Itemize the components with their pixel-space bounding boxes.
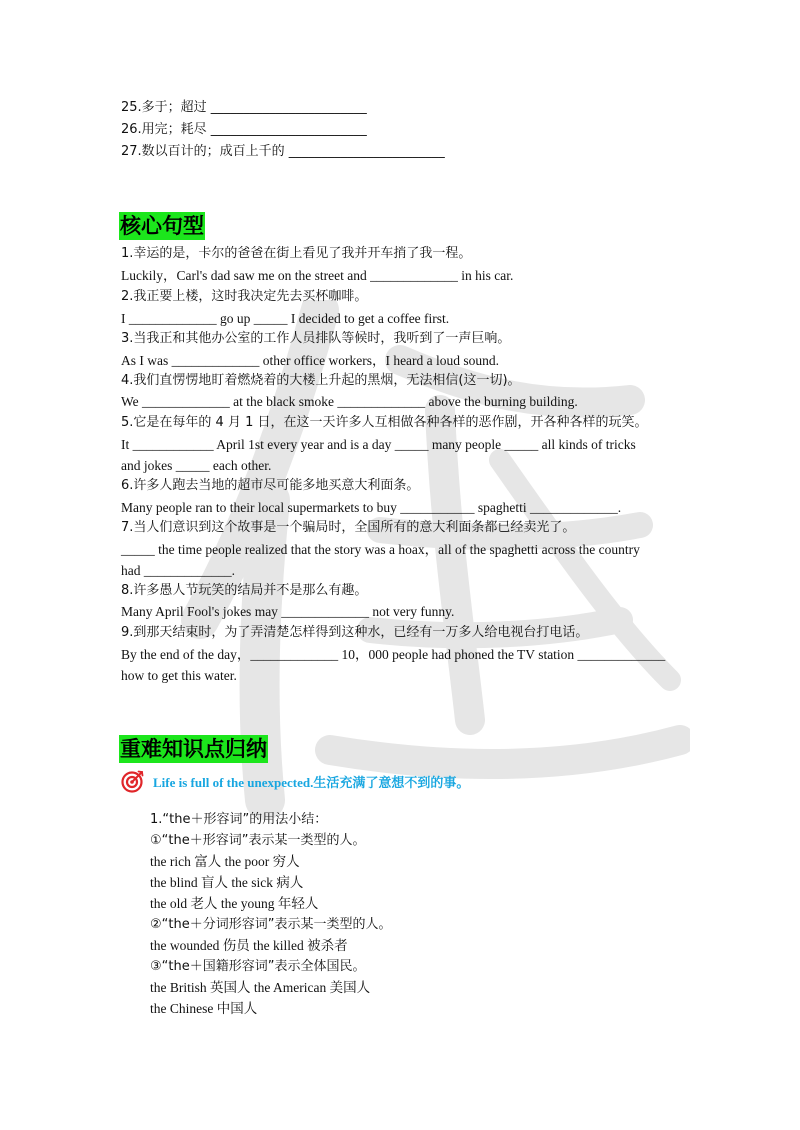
key-point-heading (153, 772, 469, 791)
example-pair: the blind 盲人 the sick 病人 (150, 875, 304, 890)
sentence-prompt: 8.许多愚人节玩笑的结局并不是那么有趣。 (121, 583, 368, 598)
sentence-blank: As I was _____________ other office workers，I heard a loud sound. (121, 353, 500, 368)
example-pair: the British 英国人 the American 美国人 (150, 980, 371, 995)
sentence-prompt: 9.到那天结束时，为了弄清楚怎样得到这种水，已经有一万多人给电视台打电话。 (121, 625, 589, 640)
example-pair: the Chinese 中国人 (150, 1001, 258, 1016)
sentence-blank: It ____________ April 1st every year and is a day _____ many people _____ all kinds of tricks (121, 437, 636, 452)
sentence-blank: Many April Fool's jokes may _____________ not very funny. (121, 604, 455, 619)
sentence-prompt: 7.当人们意识到这个故事是一个骗局时，全国所有的意大利面条都已经卖光了。 (121, 520, 576, 535)
example-pair: the old 老人 the young 年轻人 (150, 896, 319, 911)
sentence-blank: By the end of the day，_____________ 10，000 people had phoned the TV station _____________ (121, 647, 666, 662)
section-heading-key-points: 重难知识点归纳 (120, 737, 267, 761)
sentence-blank: Many people ran to their local supermarkets to buy ___________ spaghetti _____________. (121, 500, 622, 515)
usage-note: ③“the＋国籍形容词”表示全体国民。 (150, 959, 366, 974)
sentence-prompt: 5.它是在每年的 4 月 1 日，在这一天许多人互相做各种各样的恶作剧，开各种各样的玩笑。 (121, 415, 648, 430)
sentence-prompt: 4.我们直愣愣地盯着燃烧着的大楼上升起的黑烟，无法相信(这一切)。 (121, 373, 521, 388)
example-pair: the rich 富人 the poor 穷人 (150, 854, 300, 869)
sentence-blank: Luckily，Carl's dad saw me on the street and _____________ in his car. (121, 268, 514, 283)
sentence-blank: had _____________. (121, 563, 235, 578)
sentence-prompt: 2.我正要上楼，这时我决定先去买杯咖啡。 (121, 289, 368, 304)
sentence-blank: and jokes _____ each other. (121, 458, 272, 473)
sentence-prompt: 3.当我正和其他办公室的工作人员排队等候时，我听到了一声巨响。 (121, 331, 511, 346)
vocab-item: 26.用完；耗尽 ________________________ (121, 122, 367, 137)
section-heading-core-sentences: 核心句型 (120, 214, 204, 238)
key-point-title (121, 766, 469, 796)
sentence-prompt: 6.许多人跑去当地的超市尽可能多地买意大利面条。 (121, 478, 420, 493)
example-pair: the wounded 伤员 the killed 被杀者 (150, 938, 348, 953)
usage-note: ②“the＋分词形容词”表示某一类型的人。 (150, 917, 392, 932)
key-point-heading-zh: 生活充满了意想不到的事。 (313, 775, 470, 791)
sentence-blank: how to get this water. (121, 668, 237, 683)
vocab-item: 25.多于；超过 ________________________ (121, 100, 367, 115)
sentence-blank: We _____________ at the black smoke _____________ above the burning building. (121, 394, 578, 409)
key-point-heading-en: Life is full of the unexpected. (153, 774, 314, 790)
sentence-prompt: 1.幸运的是，卡尔的爸爸在街上看见了我并开车捎了我一程。 (121, 246, 472, 261)
sentence-blank: I _____________ go up _____ I decided to get a coffee first. (121, 311, 450, 326)
vocab-item: 27.数以百计的；成百上千的 ________________________ (121, 144, 445, 159)
usage-note: 1.“the＋形容词”的用法小结： (150, 812, 328, 827)
usage-note: ①“the＋形容词”表示某一类型的人。 (150, 833, 366, 848)
target-icon (121, 769, 145, 793)
sentence-blank: _____ the time people realized that the story was a hoax，all of the spaghetti across the country (121, 542, 640, 557)
